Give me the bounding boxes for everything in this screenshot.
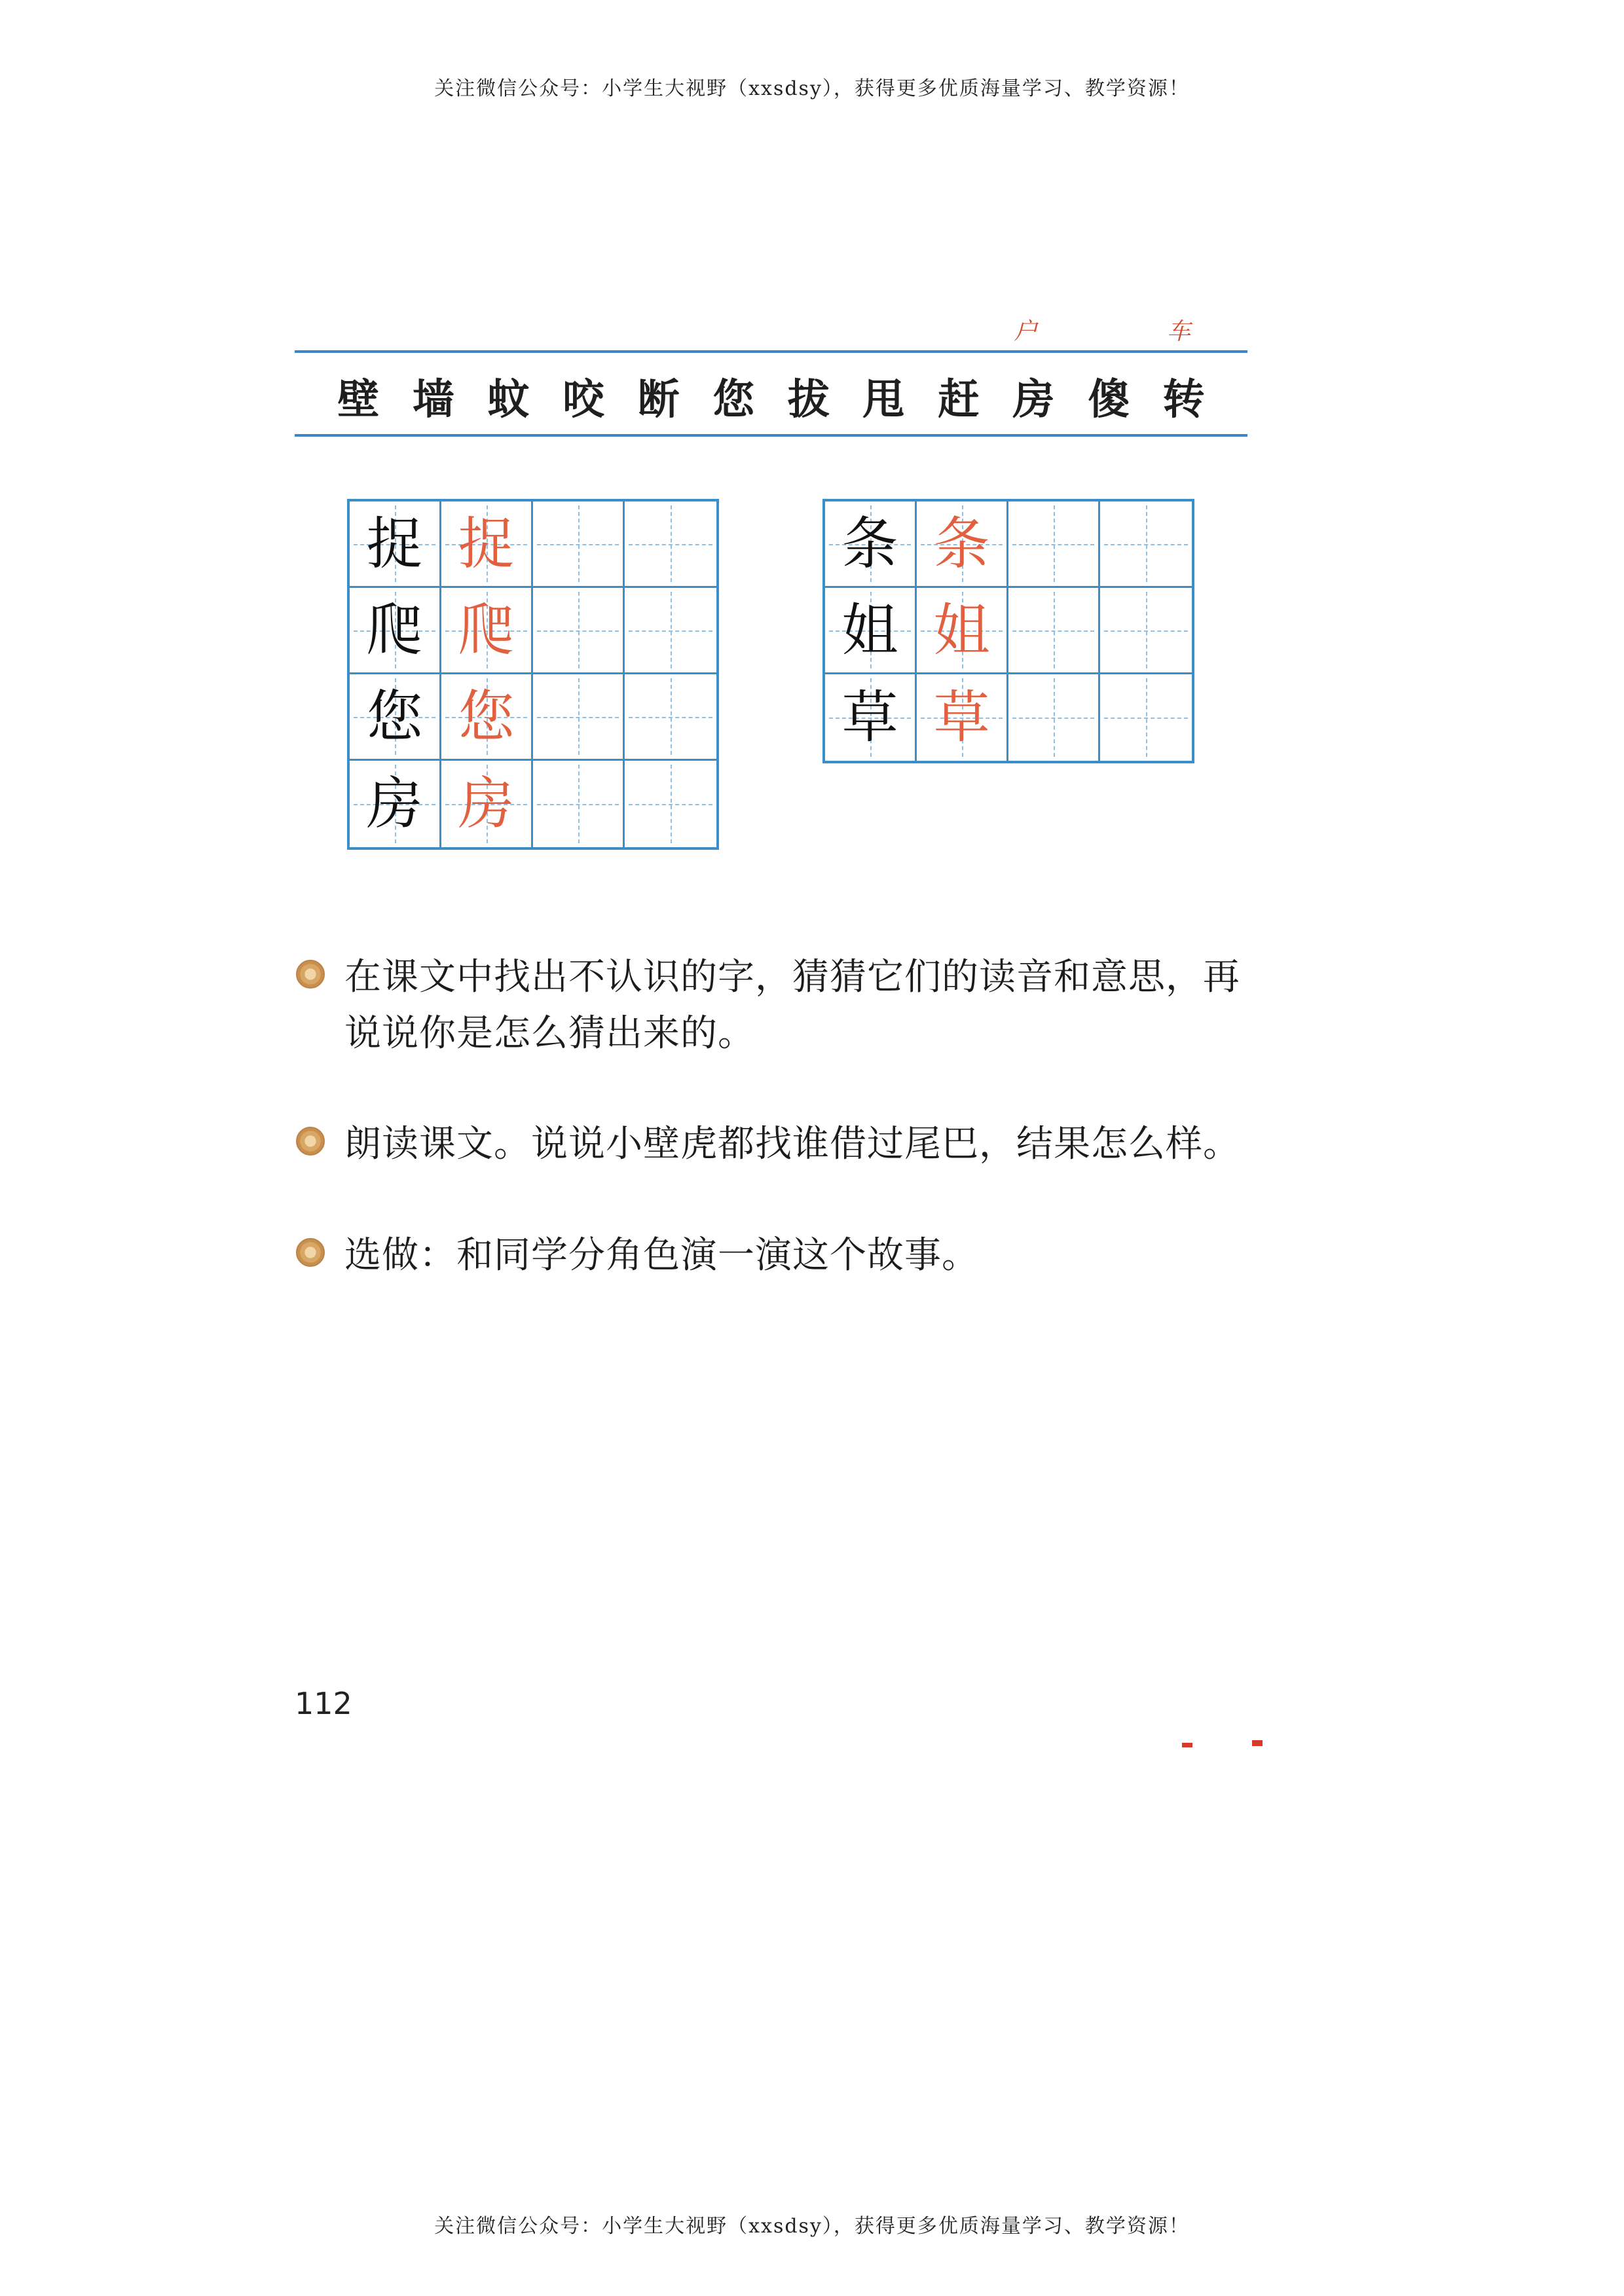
trace-character: 草 bbox=[933, 685, 990, 750]
grid-cell-model bbox=[350, 501, 441, 588]
decorative-mark bbox=[1182, 1743, 1192, 1747]
grid-cell-model bbox=[825, 588, 917, 674]
grid-cell-blank[interactable] bbox=[625, 588, 716, 674]
strip-bottom-rule bbox=[295, 434, 1247, 437]
grid-cell-blank[interactable] bbox=[625, 674, 716, 761]
grid-cell-model bbox=[350, 674, 441, 761]
exercise-item bbox=[296, 1228, 1261, 1284]
model-character: 爬 bbox=[366, 597, 423, 663]
writing-grid-right bbox=[822, 499, 1194, 763]
grid-cell-blank[interactable] bbox=[1008, 501, 1100, 588]
decorative-mark bbox=[1252, 1740, 1263, 1746]
model-character: 条 bbox=[841, 511, 898, 577]
strip-character: 房 bbox=[1012, 375, 1055, 424]
exercise-bullet-icon bbox=[296, 960, 325, 989]
page-number: 112 bbox=[295, 1686, 352, 1721]
exercise-item bbox=[296, 949, 1261, 1062]
strip-character: 壁 bbox=[337, 375, 380, 424]
grid-cell-trace bbox=[441, 761, 533, 847]
strip-character: 墙 bbox=[412, 375, 454, 424]
trace-character: 捉 bbox=[458, 511, 515, 577]
grid-cell-trace bbox=[441, 674, 533, 761]
grid-cell-trace bbox=[917, 501, 1008, 588]
strip-character: 蚊 bbox=[487, 375, 530, 424]
trace-character: 您 bbox=[458, 683, 515, 750]
model-character: 房 bbox=[366, 771, 423, 837]
character-strip bbox=[295, 367, 1247, 426]
watermark-top: 关注微信公众号：小学生大视野（xxsdsy），获得更多优质海量学习、教学资源！ bbox=[434, 77, 1190, 100]
trace-character: 姐 bbox=[933, 597, 990, 663]
strip-character: 甩 bbox=[862, 375, 905, 424]
strip-hint: 车 bbox=[1167, 318, 1191, 345]
model-character: 姐 bbox=[841, 597, 898, 663]
strip-character: 拔 bbox=[787, 375, 830, 424]
exercise-item bbox=[296, 1116, 1261, 1173]
strip-character: 赶 bbox=[937, 375, 980, 424]
strip-hint: 户 bbox=[1014, 318, 1038, 345]
grid-cell-blank[interactable] bbox=[1100, 588, 1192, 674]
exercise-text: 选做：和同学分角色演一演这个故事。 bbox=[344, 1234, 979, 1277]
strip-character: 转 bbox=[1162, 375, 1205, 424]
grid-cell-model bbox=[825, 674, 917, 761]
grid-cell-model bbox=[825, 501, 917, 588]
trace-character: 爬 bbox=[458, 597, 515, 663]
grid-cell-blank[interactable] bbox=[533, 761, 625, 847]
trace-character: 条 bbox=[933, 511, 990, 577]
grid-cell-trace bbox=[441, 501, 533, 588]
strip-character: 断 bbox=[637, 375, 680, 424]
grid-cell-blank[interactable] bbox=[533, 674, 625, 761]
exercise-bullet-icon bbox=[296, 1238, 325, 1267]
model-character: 草 bbox=[841, 685, 898, 750]
strip-character: 您 bbox=[712, 375, 755, 424]
grid-cell-blank[interactable] bbox=[625, 501, 716, 588]
grid-cell-blank[interactable] bbox=[1100, 674, 1192, 761]
exercise-text: 朗读课文。说说小壁虎都找谁借过尾巴，结果怎么样。 bbox=[344, 1123, 1240, 1165]
watermark-bottom: 关注微信公众号：小学生大视野（xxsdsy），获得更多优质海量学习、教学资源！ bbox=[434, 2215, 1190, 2238]
grid-cell-blank[interactable] bbox=[625, 761, 716, 847]
model-character: 您 bbox=[366, 683, 423, 750]
writing-grid-left bbox=[347, 499, 719, 850]
strip-top-rule bbox=[295, 350, 1247, 353]
grid-cell-blank[interactable] bbox=[533, 588, 625, 674]
grid-cell-trace bbox=[917, 588, 1008, 674]
grid-cell-blank[interactable] bbox=[1100, 501, 1192, 588]
strip-character: 傻 bbox=[1088, 375, 1130, 424]
exercise-text: 在课文中找出不认识的字，猜猜它们的读音和意思，再说说你是怎么猜出来的。 bbox=[344, 956, 1240, 1055]
grid-cell-trace bbox=[917, 674, 1008, 761]
grid-cell-blank[interactable] bbox=[1008, 588, 1100, 674]
exercise-bullet-icon bbox=[296, 1127, 325, 1156]
grid-cell-trace bbox=[441, 588, 533, 674]
grid-cell-model bbox=[350, 588, 441, 674]
model-character: 捉 bbox=[366, 511, 423, 577]
grid-cell-blank[interactable] bbox=[533, 501, 625, 588]
trace-character: 房 bbox=[458, 771, 515, 837]
strip-character: 咬 bbox=[563, 375, 605, 424]
grid-cell-model bbox=[350, 761, 441, 847]
grid-cell-blank[interactable] bbox=[1008, 674, 1100, 761]
